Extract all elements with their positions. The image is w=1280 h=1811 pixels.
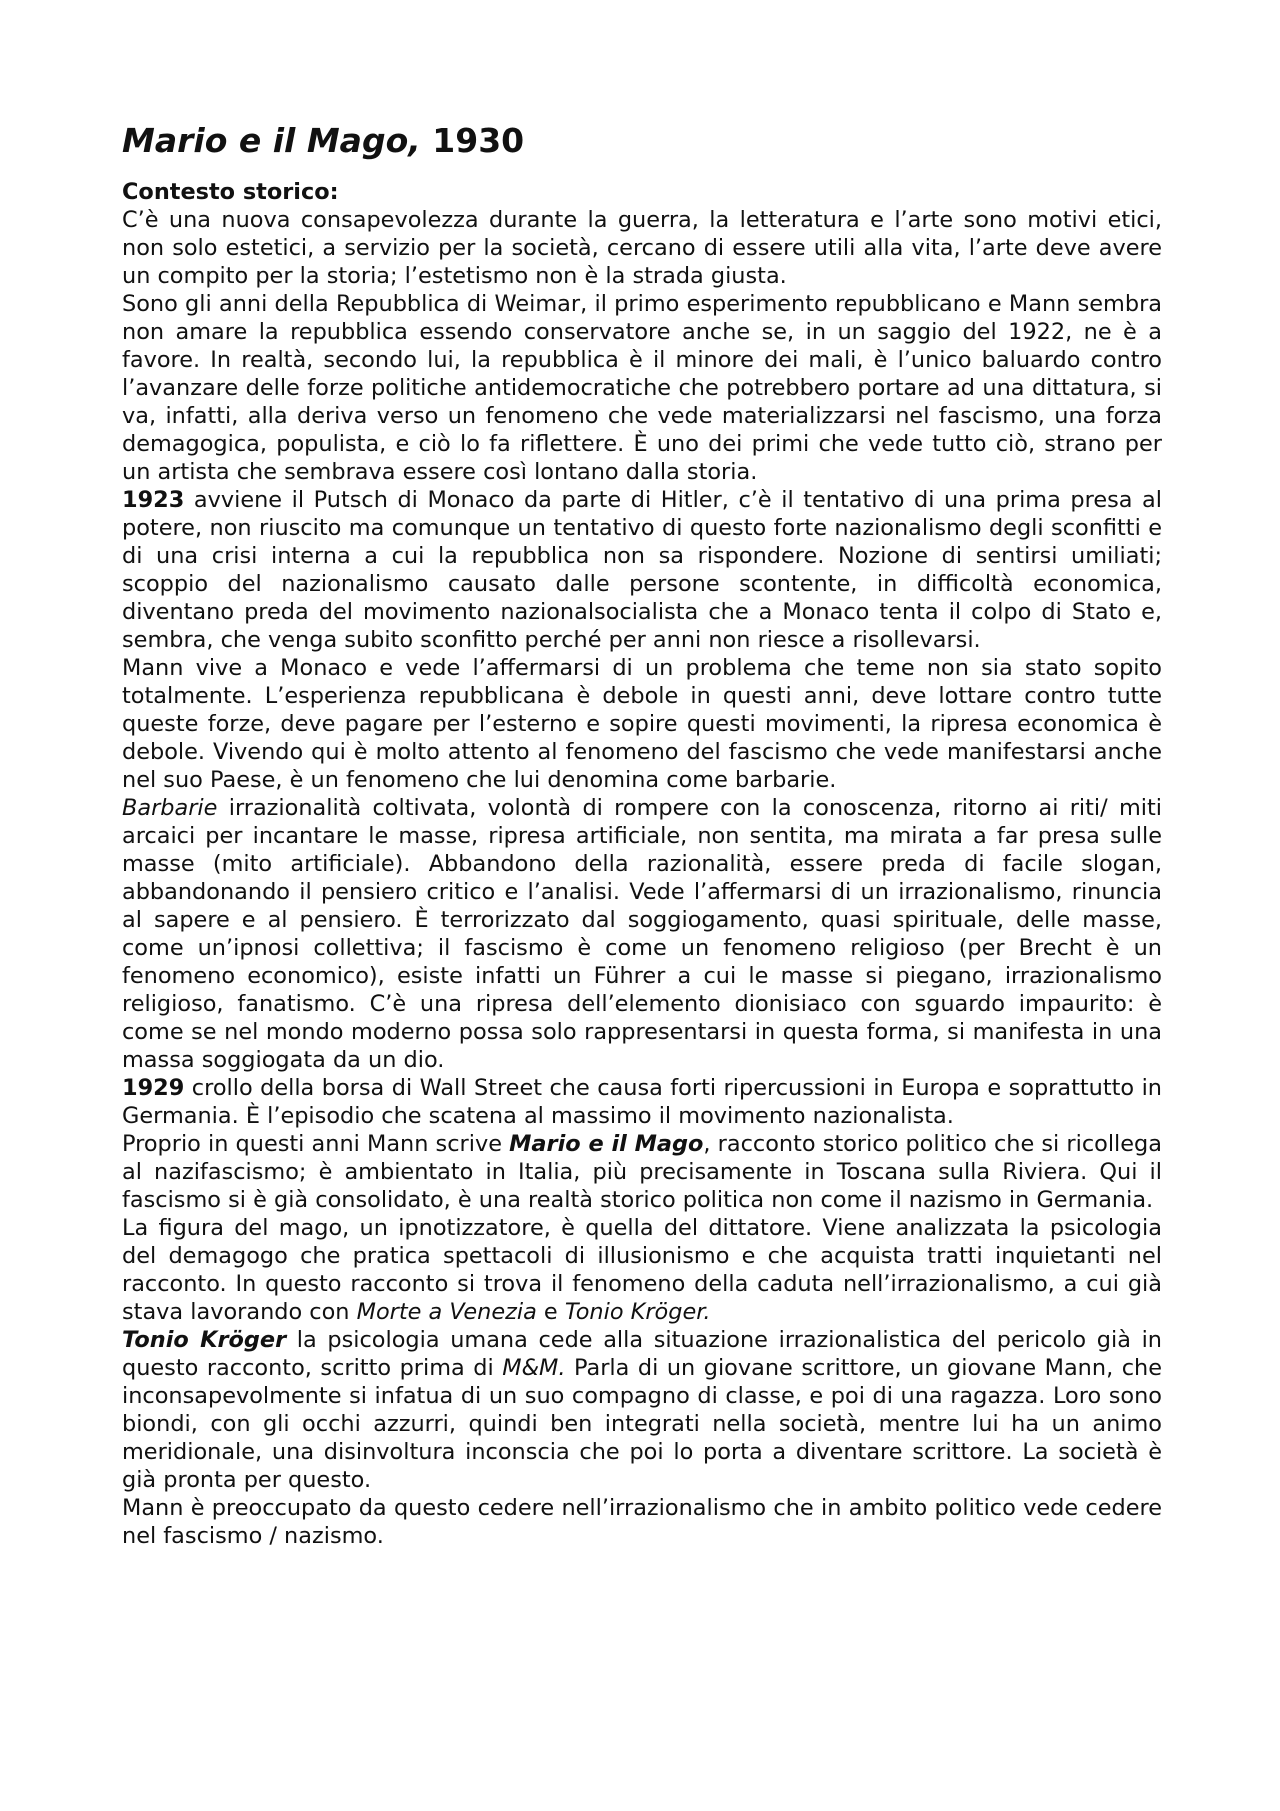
emphasized-text: Mario e il Mago bbox=[509, 1131, 704, 1157]
paragraph-text: , racconto storico politico che si ricollega al nazifascismo; è ambientato in Italia, più precisamente in Toscana sulla Riviera. Qui il fascismo si è già consolidato, è una realtà storico politica non come il nazismo in Germania. bbox=[122, 1131, 1162, 1213]
emphasized-text: 1929 bbox=[122, 1075, 185, 1101]
section-heading: Contesto storico: bbox=[122, 179, 339, 205]
paragraph-text: C’è una nuova consapevolezza durante la guerra, la letteratura e l’arte sono motivi etici, non solo estetici, a servizio per la società, cercano di essere utili alla vita, l’arte deve avere un compito per la storia; l’estetismo non è la strada giusta. bbox=[122, 207, 1162, 289]
paragraph bbox=[122, 1326, 1162, 1494]
paragraph-text: Mann è preoccupato da questo cedere nell’irrazionalismo che in ambito politico vede cedere nel fascismo / nazismo. bbox=[122, 1495, 1162, 1549]
paragraph bbox=[122, 794, 1162, 1074]
title-work-name: Mario e il Mago, bbox=[122, 121, 421, 160]
paragraph-text: La figura del mago, un ipnotizzatore, è quella del dittatore. Viene analizzata la psicologia del demagogo che pratica spettacoli di illusionismo e che acquista tratti inquietanti nel racconto. In questo racconto si trova il fenomeno della caduta nell’irrazionalismo, a cui già stava lavorando con bbox=[122, 1215, 1162, 1325]
paragraph-text: Parla di un giovane scrittore, un giovane Mann, che inconsapevolmente si infatua di un suo compagno di classe, e poi di una ragazza. Loro sono biondi, con gli occhi azzurri, quindi ben integrati nella società, mentre lui ha un animo meridionale, una disinvoltura inconscia che poi lo porta a diventare scrittore. La società è già pronta per questo. bbox=[122, 1355, 1162, 1493]
paragraph bbox=[122, 1494, 1162, 1550]
paragraph-text: e bbox=[536, 1299, 565, 1325]
paragraph bbox=[122, 486, 1162, 654]
paragraph bbox=[122, 1130, 1162, 1214]
paragraph-text: Mann vive a Monaco e vede l’affermarsi di un problema che teme non sia stato sopito totalmente. L’esperienza repubblicana è debole in questi anni, deve lottare contro tutte queste forze, deve pagare per l’esterno e sopire questi movimenti, la ripresa economica è debole. Vivendo qui è molto attento al fenomeno del fascismo che vede manifestarsi anche nel suo Paese, è un fenomeno che lui denomina come barbarie. bbox=[122, 655, 1162, 793]
emphasized-text: Tonio Kröger. bbox=[564, 1299, 711, 1325]
emphasized-text: 1923 bbox=[122, 487, 185, 513]
body-text bbox=[122, 206, 1162, 1550]
paragraph bbox=[122, 1074, 1162, 1130]
paragraph-text: Sono gli anni della Repubblica di Weimar, il primo esperimento repubblicano e Mann sembra non amare la repubblica essendo conservatore anche se, in un saggio del 1922, ne è a favore. In realtà, secondo lui, la repubblica è il minore dei mali, è l’unico baluardo contro l’avanzare delle forze politiche antidemocratiche che potrebbero portare ad una dittatura, si va, infatti, alla deriva verso un fenomeno che vede materializzarsi nel fascismo, una forza demagogica, populista, e ciò lo fa riflettere. È uno dei primi che vede tutto ciò, strano per un artista che sembrava essere così lontano dalla storia. bbox=[122, 291, 1162, 485]
paragraph bbox=[122, 206, 1162, 290]
document-title bbox=[122, 118, 1162, 164]
document-page bbox=[122, 118, 1162, 1550]
paragraph bbox=[122, 1214, 1162, 1326]
paragraph bbox=[122, 654, 1162, 794]
emphasized-text: Tonio Kröger bbox=[122, 1327, 287, 1353]
paragraph-text: irrazionalità coltivata, volontà di rompere con la conoscenza, ritorno ai riti/ miti arcaici per incantare le masse, ripresa artificiale, non sentita, ma mirata a far presa sulle masse (mito artificiale). Abbandono della razionalità, essere preda di facile slogan, abbandonando il pensiero critico e l’analisi. Vede l’affermarsi di un irrazionalismo, rinuncia al sapere e al pensiero. È terrorizzato dal soggiogamento, quasi spirituale, delle masse, come un’ipnosi collettiva; il fascismo è come un fenomeno religioso (per Brecht è un fenomeno economico), esiste infatti un Führer a cui le masse si piegano, irrazionalismo religioso, fanatismo. C’è una ripresa dell’elemento dionisiaco con sguardo impaurito: è come se nel mondo moderno possa solo rappresentarsi in questa forma, si manifesta in una massa soggiogata da un dio. bbox=[122, 795, 1162, 1073]
paragraph-text: Proprio in questi anni Mann scrive bbox=[122, 1131, 510, 1157]
emphasized-text: Barbarie bbox=[122, 795, 218, 821]
title-year: 1930 bbox=[420, 121, 525, 160]
paragraph-text: la psicologia umana cede alla situazione irrazionalistica del pericolo già in questo racconto, scritto prima di bbox=[122, 1327, 1162, 1381]
emphasized-text: Morte a Venezia bbox=[356, 1299, 537, 1325]
paragraph-text: avviene il Putsch di Monaco da parte di Hitler, c’è il tentativo di una prima presa al potere, non riuscito ma comunque un tentativo di questo forte nazionalismo degli sconfitti e di una crisi interna a cui la repubblica non sa rispondere. Nozione di sentirsi umiliati; scoppio del nazionalismo causato dalle persone scontente, in difficoltà economica, diventano preda del movimento nazionalsocialista che a Monaco tenta il colpo di Stato e, sembra, che venga subito sconfitto perché per anni non riesce a risollevarsi. bbox=[122, 487, 1162, 653]
paragraph bbox=[122, 290, 1162, 486]
paragraph-text: crollo della borsa di Wall Street che causa forti ripercussioni in Europa e soprattutto in Germania. È l’episodio che scatena al massimo il movimento nazionalista. bbox=[122, 1075, 1162, 1129]
emphasized-text: M&M. bbox=[502, 1355, 566, 1381]
